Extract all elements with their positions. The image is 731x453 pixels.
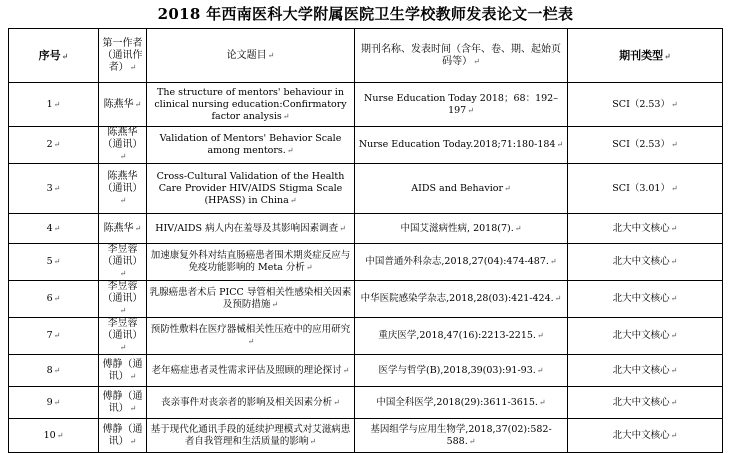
- paragraph-mark: ↵: [53, 331, 61, 340]
- paragraph-mark: ↵: [129, 403, 137, 413]
- paragraph-mark: ↵: [247, 337, 255, 346]
- paragraph-mark: ↵: [556, 140, 564, 149]
- cell-paper: HIV/AIDS 病人内在羞辱及其影响因素调查↵: [147, 214, 355, 244]
- paragraph-mark: ↵: [670, 294, 678, 303]
- table-row: [9, 355, 723, 387]
- cell-author: 李昱蓉（通讯）↵: [99, 281, 147, 318]
- cell-no: 1↵: [9, 83, 99, 127]
- cell-paper: 乳腺癌患者术后 PICC 导管相关性感染相关因素及预防措施↵: [147, 281, 355, 318]
- cell-author: 陈燕华（通讯）↵: [99, 127, 147, 164]
- paragraph-mark: ↵: [129, 436, 137, 446]
- paragraph-mark: ↵: [53, 257, 61, 266]
- paragraph-mark: ↵: [536, 365, 544, 375]
- paragraph-mark: ↵: [61, 50, 69, 61]
- paragraph-mark: ↵: [670, 365, 678, 375]
- paragraph-mark: ↵: [504, 183, 511, 193]
- table-row: [9, 318, 723, 355]
- cell-type: 北大中文核心↵: [568, 214, 723, 244]
- paragraph-mark: ↵: [514, 223, 522, 233]
- paragraph-mark: ↵: [670, 430, 678, 440]
- cell-author: 傅静（通讯）↵: [99, 387, 147, 419]
- paragraph-mark: ↵: [670, 223, 678, 233]
- paragraph-mark: ↵: [670, 140, 678, 149]
- paragraph-mark: ↵: [549, 257, 557, 266]
- cell-paper: 加速康复外科对结直肠癌患者围术期炎症反应与免疫功能影响的 Meta 分析↵: [147, 244, 355, 281]
- paragraph-mark: ↵: [670, 257, 678, 266]
- paragraph-mark: ↵: [664, 50, 671, 61]
- cell-type: SCI（2.53）↵: [568, 83, 723, 127]
- cell-no: 7↵: [9, 318, 99, 355]
- table-row: [9, 83, 723, 127]
- cell-type: 北大中文核心↵: [568, 318, 723, 355]
- paragraph-mark: ↵: [342, 365, 350, 375]
- paragraph-mark: ↵: [56, 430, 64, 440]
- cell-no: 8↵: [9, 355, 99, 387]
- cell-paper: Validation of Mentors' Behavior Scale among mentors.↵: [147, 127, 355, 164]
- cell-author: 陈燕华↵: [99, 83, 147, 127]
- paragraph-mark: ↵: [53, 140, 61, 149]
- cell-paper: 预防性敷料在医疗器械相关性压疮中的应用研究↵: [147, 318, 355, 355]
- cell-journal: 医学与哲学(B),2018,39(03):91-93.↵: [355, 355, 568, 387]
- header-journal: 期刊名称、发表时间（含年、卷、期、起始页码等）↵: [355, 29, 568, 83]
- paragraph-mark: ↵: [267, 50, 275, 60]
- cell-paper: 老年癌症患者灵性需求评估及照顾的理论探讨↵: [147, 355, 355, 387]
- cell-journal: 中国艾滋病性病, 2018(7).↵: [355, 214, 568, 244]
- cell-no: 3↵: [9, 164, 99, 214]
- header-row: [9, 29, 723, 83]
- table-row: [9, 214, 723, 244]
- paragraph-mark: ↵: [670, 183, 678, 193]
- paragraph-mark: ↵: [536, 331, 544, 340]
- cell-author: 李昱蓉（通讯）↵: [99, 244, 147, 281]
- cell-no: 6↵: [9, 281, 99, 318]
- paragraph-mark: ↵: [289, 195, 297, 205]
- cell-paper: Cross-Cultural Validation of the Health Care Provider HIV/AIDS Stigma Scale (HPASS) in China↵: [147, 164, 355, 214]
- header-author: 第一作者（通讯作者）↵: [99, 29, 147, 83]
- paragraph-mark: ↵: [119, 343, 127, 352]
- paragraph-mark: ↵: [53, 397, 61, 407]
- cell-journal: 中国全科医学,2018(29):3611-3615.↵: [355, 387, 568, 419]
- paragraph-mark: ↵: [129, 62, 137, 72]
- paragraph-mark: ↵: [271, 300, 279, 309]
- paragraph-mark: ↵: [333, 397, 340, 407]
- header-no: 序号↵: [9, 29, 99, 83]
- cell-journal: Nurse Education Today.2018;71:180-184↵: [355, 127, 568, 164]
- paragraph-mark: ↵: [554, 294, 562, 303]
- cell-type: 北大中文核心↵: [568, 419, 723, 453]
- cell-journal: 中华医院感染学杂志,2018,28(03):421-424.↵: [355, 281, 568, 318]
- paragraph-mark: ↵: [119, 195, 127, 205]
- cell-author: 李昱蓉（通讯）↵: [99, 318, 147, 355]
- paragraph-mark: ↵: [119, 306, 127, 315]
- table-row: [9, 419, 723, 453]
- cell-journal: 重庆医学,2018,47(16):2213-2215.↵: [355, 318, 568, 355]
- paragraph-mark: ↵: [129, 371, 137, 381]
- paragraph-mark: ↵: [286, 146, 294, 155]
- paragraph-mark: ↵: [670, 99, 678, 109]
- cell-author: 陈燕华↵: [99, 214, 147, 244]
- cell-journal: 基因组学与应用生物学,2018,37(02):582-588.↵: [355, 419, 568, 453]
- cell-journal: 中国普通外科杂志,2018,27(04):474-487.↵: [355, 244, 568, 281]
- paragraph-mark: ↵: [53, 294, 61, 303]
- paragraph-mark: ↵: [134, 99, 142, 109]
- cell-author: 傅静（通讯）↵: [99, 355, 147, 387]
- header-type: 期刊类型↵: [568, 29, 723, 83]
- cell-no: 10↵: [9, 419, 99, 453]
- cell-type: 北大中文核心↵: [568, 244, 723, 281]
- paragraph-mark: ↵: [670, 331, 678, 340]
- cell-type: 北大中文核心↵: [568, 387, 723, 419]
- cell-type: SCI（2.53）↵: [568, 127, 723, 164]
- cell-author: 陈燕华（通讯）↵: [99, 164, 147, 214]
- cell-paper: 丧亲事件对丧亲者的影响及相关因素分析↵: [147, 387, 355, 419]
- cell-author: 傅静（通讯）↵: [99, 419, 147, 453]
- paragraph-mark: ↵: [467, 105, 474, 115]
- table-row: [9, 164, 723, 214]
- paragraph-mark: ↵: [134, 223, 142, 233]
- cell-journal: AIDS and Behavior↵: [355, 164, 568, 214]
- paragraph-mark: ↵: [670, 397, 678, 407]
- paragraph-mark: ↵: [538, 397, 546, 407]
- paragraph-mark: ↵: [282, 111, 290, 121]
- cell-type: SCI（3.01）↵: [568, 164, 723, 214]
- cell-no: 5↵: [9, 244, 99, 281]
- paragraph-mark: ↵: [119, 152, 127, 161]
- header-paper: 论文题目↵: [147, 29, 355, 83]
- paragraph-mark: ↵: [53, 223, 61, 233]
- paragraph-mark: ↵: [468, 436, 476, 446]
- table-row: [9, 387, 723, 419]
- paragraph-mark: ↵: [473, 56, 480, 66]
- cell-no: 4↵: [9, 214, 99, 244]
- papers-table: [8, 28, 723, 453]
- cell-paper: The structure of mentors' behaviour in clinical nursing education:Confirmatory factor analysis↵: [147, 83, 355, 127]
- paragraph-mark: ↵: [119, 269, 127, 278]
- cell-type: 北大中文核心↵: [568, 355, 723, 387]
- page-title: 2018 年西南医科大学附属医院卫生学校教师发表论文一栏表: [157, 5, 574, 23]
- cell-journal: Nurse Education Today 2018；68：192–197↵: [355, 83, 568, 127]
- paragraph-mark: ↵: [53, 365, 61, 375]
- cell-no: 9↵: [9, 387, 99, 419]
- table-row: [9, 281, 723, 318]
- paragraph-mark: ↵: [53, 99, 61, 109]
- cell-type: 北大中文核心↵: [568, 281, 723, 318]
- table-row: [9, 244, 723, 281]
- paragraph-mark: ↵: [305, 263, 313, 272]
- paragraph-mark: ↵: [309, 436, 317, 446]
- paragraph-mark: ↵: [339, 223, 346, 233]
- cell-no: 2↵: [9, 127, 99, 164]
- paragraph-mark: ↵: [53, 183, 61, 193]
- cell-paper: 基于现代化通讯手段的延续护理模式对艾滋病患者自我管理和生活质量的影响↵: [147, 419, 355, 453]
- table-row: [9, 127, 723, 164]
